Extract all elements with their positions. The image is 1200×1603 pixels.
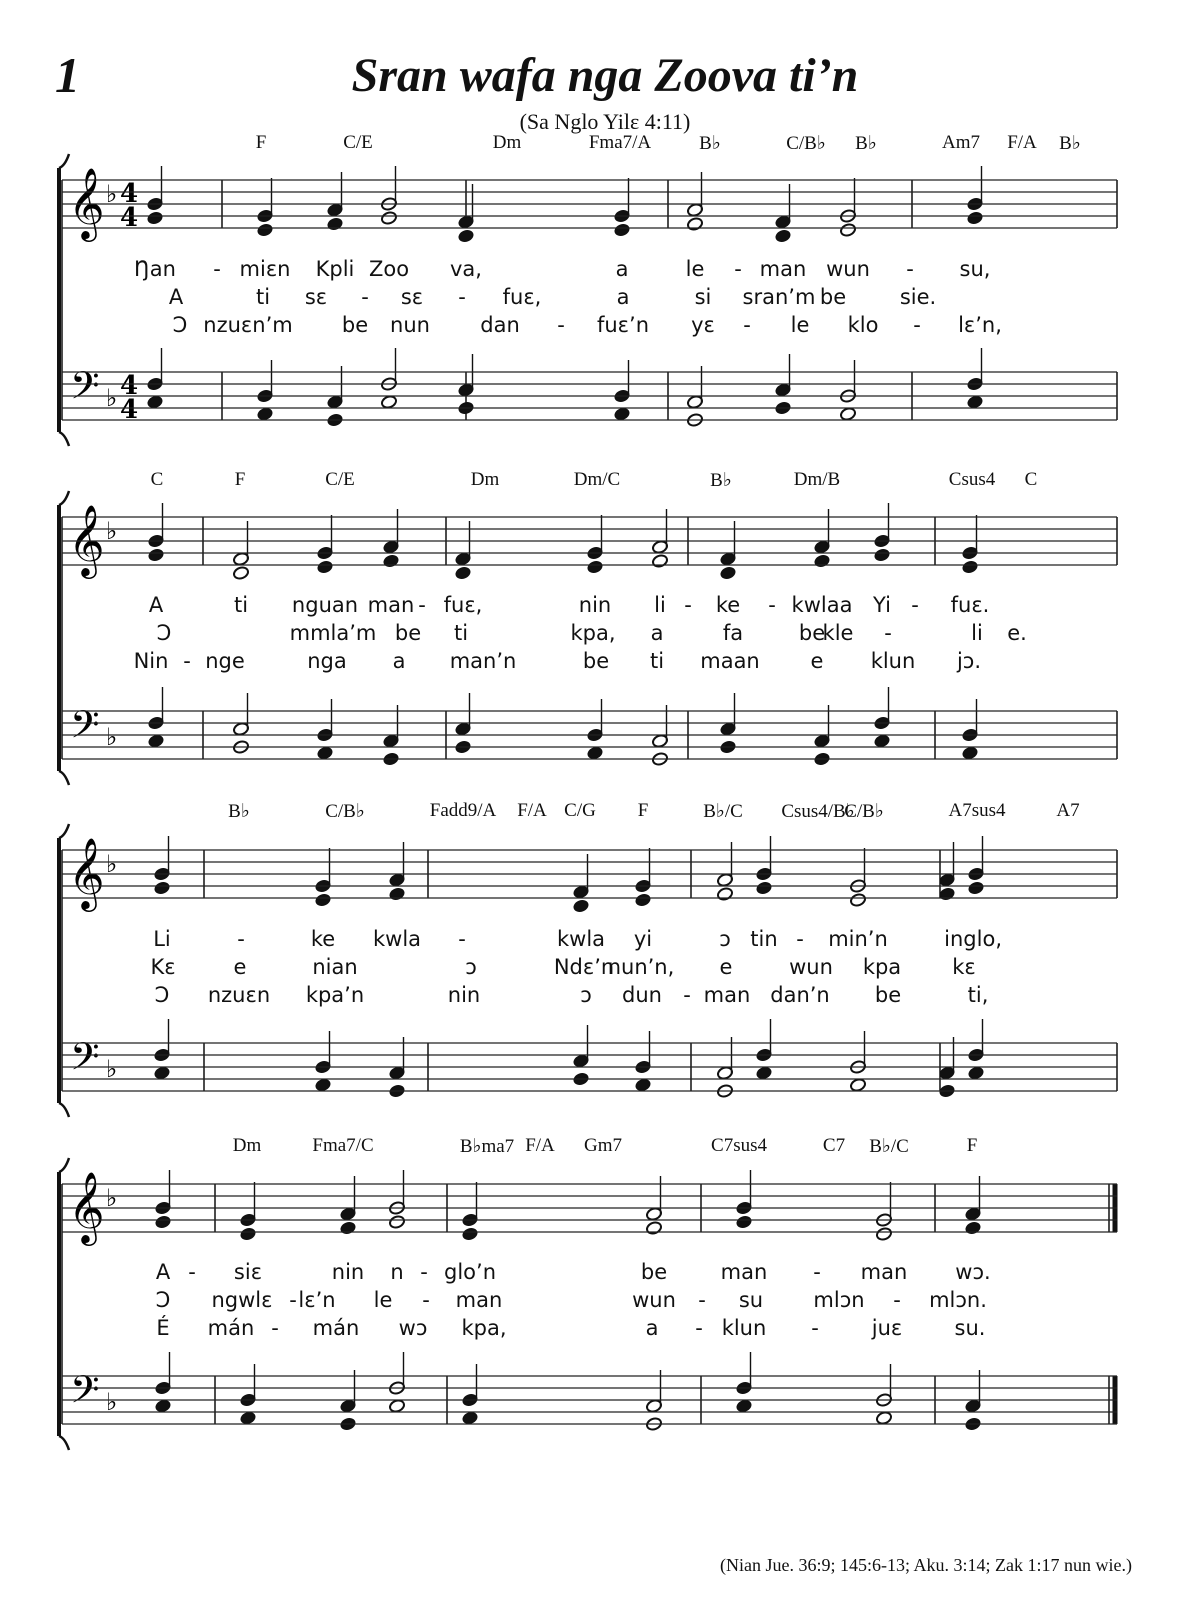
flat-icon: ♭	[106, 180, 118, 208]
lyric-syllable: wɔ.	[955, 1260, 991, 1284]
lyric-syllable: -	[796, 927, 804, 951]
lyric-syllable: -	[289, 1288, 297, 1312]
chord-symbol: C7sus4	[711, 1135, 767, 1156]
treble-staff	[62, 1184, 1117, 1232]
lyric-syllable: dan’n	[770, 983, 830, 1007]
lyric-syllable: a	[645, 1316, 659, 1340]
lyric-syllable: man	[860, 1260, 908, 1284]
system-1	[59, 154, 1117, 446]
hymn-title: Sran wafa nga Zoova ti’n	[351, 49, 859, 102]
lyric-syllable: jɔ.	[956, 649, 982, 673]
lyric-syllable: -	[237, 927, 245, 951]
chord-symbol: B♭	[699, 133, 721, 154]
scripture-references: (Nian Jue. 36:9; 145:6-13; Aku. 3:14; Zak 1:17 nun wie.)	[720, 1555, 1132, 1575]
lyric-syllable: li	[654, 593, 666, 617]
lyric-syllable: nga	[307, 649, 347, 673]
chord-symbol: Fma7/C	[312, 1135, 374, 1156]
lyric-syllable: n	[390, 1260, 404, 1284]
lyric-syllable: Nin	[133, 649, 169, 673]
chord-symbol: C	[1024, 469, 1038, 490]
lyric-syllable: man	[455, 1288, 503, 1312]
lyric-syllable: A	[168, 285, 184, 309]
lyric-syllable: -	[361, 285, 369, 309]
chord-symbol: C	[150, 469, 164, 490]
lyric-syllable: Ɔ	[155, 1288, 171, 1312]
lyric-syllable: miɛn	[239, 257, 291, 281]
lyric-syllable: -	[893, 1288, 901, 1312]
bass-clef-icon: 𝄢	[70, 1367, 100, 1421]
lyric-syllable: be	[640, 1260, 668, 1284]
lyric-syllable: e	[719, 955, 733, 979]
lyric-syllable: A	[155, 1260, 171, 1284]
lyric-syllable: dan	[480, 313, 520, 337]
chord-symbol: C7	[822, 1135, 846, 1156]
chord-symbol: Fma7/A	[588, 132, 652, 153]
lyric-syllable: ke	[310, 927, 336, 951]
lyric-syllable: be	[394, 621, 422, 645]
lyric-syllable: -	[557, 313, 565, 337]
lyric-syllable: be	[819, 285, 847, 309]
bass-staff	[62, 1043, 1117, 1091]
time-signature: 4	[120, 395, 139, 425]
lyric-syllable: -	[188, 1260, 196, 1284]
lyric-syllable: Yi	[873, 593, 891, 617]
lyric-syllable: É	[156, 1316, 170, 1340]
flat-icon: ♭	[106, 850, 118, 878]
lyric-syllable: a	[616, 285, 630, 309]
lyric-syllable: nzuɛn’m	[203, 313, 293, 337]
lyric-syllable: nin	[578, 593, 612, 617]
flat-icon: ♭	[106, 723, 118, 751]
lyric-syllable: ngwlɛ	[211, 1288, 273, 1312]
lyric-syllable: ti	[233, 593, 249, 617]
chord-symbol: F	[234, 469, 246, 490]
lyric-syllable: mlɔn.	[929, 1288, 987, 1312]
lyric-syllable: Kpli	[315, 257, 355, 281]
chord-symbol: F/A	[525, 1135, 555, 1156]
flat-icon: ♭	[106, 384, 118, 412]
chord-symbol: Am7	[942, 132, 980, 153]
lyric-syllable: -	[420, 1260, 428, 1284]
lyric-syllable: e	[233, 955, 247, 979]
treble-clef-icon: 𝄞	[68, 503, 105, 576]
lyric-syllable: kwla	[556, 927, 606, 951]
chord-symbol: C/B♭	[786, 133, 826, 154]
lyric-syllable: mlɔn	[813, 1288, 865, 1312]
lyric-syllable: wun	[826, 257, 870, 281]
lyric-syllable: i	[944, 927, 950, 951]
bass-staff	[62, 1376, 1117, 1424]
lyric-syllable: -	[213, 257, 221, 281]
lyric-syllable: kle	[822, 621, 854, 645]
lyric-syllable: yi	[633, 927, 653, 951]
lyric-syllable: fuɛ,	[443, 593, 483, 617]
lyric-syllable: man	[367, 593, 415, 617]
lyric-syllable: man	[759, 257, 807, 281]
lyric-syllable: -	[418, 593, 426, 617]
lyric-syllable: be	[798, 621, 826, 645]
lyric-syllable: ke	[715, 593, 741, 617]
time-signature: 4	[120, 179, 139, 209]
lyric-syllable: siɛ	[233, 1260, 263, 1284]
bass-clef-icon: 𝄢	[70, 702, 100, 756]
lyric-syllable: man	[720, 1260, 768, 1284]
chord-symbol: B♭	[710, 470, 732, 491]
lyric-syllable: juɛ	[871, 1316, 903, 1340]
lyric-syllable: kpa	[862, 955, 902, 979]
lyric-syllable: va,	[450, 257, 482, 281]
lyric-syllable: lɛ’n	[298, 1288, 336, 1312]
lyric-syllable: nglo,	[950, 927, 1002, 951]
lyric-syllable: kpa,	[570, 621, 616, 645]
chord-symbol: B♭ma7	[459, 1136, 515, 1157]
chord-symbol: C/E	[325, 469, 355, 490]
flat-icon: ♭	[106, 517, 118, 545]
treble-staff	[62, 850, 1117, 898]
lyric-syllable: kpa,	[461, 1316, 507, 1340]
lyric-syllable: Ndɛ’n	[553, 955, 615, 979]
lyric-syllable: nian	[312, 955, 358, 979]
lyric-syllable: Ŋan	[134, 257, 176, 281]
bass-clef-icon: 𝄢	[70, 363, 100, 417]
bass-staff	[62, 372, 1117, 420]
lyric-syllable: Kɛ	[150, 955, 176, 979]
lyric-syllable: a	[392, 649, 406, 673]
lyric-syllable: fuɛ.	[950, 593, 990, 617]
lyric-syllable: -	[683, 983, 691, 1007]
lyric-syllable: wun	[632, 1288, 676, 1312]
lyric-syllable: -	[458, 927, 466, 951]
flat-icon: ♭	[106, 1388, 118, 1416]
lyric-syllable: e	[810, 649, 824, 673]
lyric-syllable: kpa’n	[305, 983, 365, 1007]
hymn-subtitle: (Sa Nglo Yilɛ 4:11)	[519, 109, 691, 134]
chord-symbol: F	[255, 132, 267, 153]
lyric-syllable: -	[768, 593, 776, 617]
lyric-syllable: mán	[312, 1316, 360, 1340]
lyric-syllable: -	[734, 257, 742, 281]
lyric-syllable: -	[906, 257, 914, 281]
lyric-syllable: su.	[954, 1316, 986, 1340]
lyric-syllable: -	[271, 1316, 279, 1340]
lyric-syllable: ɔ	[719, 927, 731, 951]
lyric-syllable: li	[971, 621, 983, 645]
lyric-syllable: dun	[622, 983, 662, 1007]
lyric-syllable: wɔ	[398, 1316, 428, 1340]
lyric-syllable: maan	[700, 649, 760, 673]
lyric-syllable: nun’n,	[607, 955, 675, 979]
chord-symbol: A7sus4	[948, 800, 1006, 821]
lyric-syllable: -	[684, 593, 692, 617]
lyric-syllable: Li	[153, 927, 171, 951]
lyric-syllable: Ɔ	[154, 983, 170, 1007]
lyric-syllable: a	[650, 621, 664, 645]
lyric-syllable: yɛ	[691, 313, 715, 337]
chord-symbol: F	[637, 800, 649, 821]
lyric-syllable: Zoo	[368, 257, 410, 281]
chord-symbol: Gm7	[584, 1135, 622, 1156]
lyric-syllable: kwlaa	[791, 593, 853, 617]
chord-symbol: F	[966, 1135, 978, 1156]
lyric-syllable: be	[874, 983, 902, 1007]
lyric-syllable: lɛ’n,	[958, 313, 1002, 337]
lyric-syllable: le	[373, 1288, 393, 1312]
lyric-syllable: ti,	[967, 983, 989, 1007]
lyric-syllable: -	[813, 1260, 821, 1284]
lyric-syllable: sran’m	[742, 285, 816, 309]
lyric-syllable: -	[183, 649, 191, 673]
lyric-syllable: le	[790, 313, 810, 337]
lyric-syllable: be	[341, 313, 369, 337]
lyric-syllable: A	[148, 593, 164, 617]
lyric-syllable: mmla’m	[289, 621, 377, 645]
chord-symbol: B♭/C	[869, 1136, 909, 1157]
chord-symbol: Dm	[470, 469, 500, 490]
chord-symbol: Dm	[232, 1135, 262, 1156]
lyric-syllable: sɛ	[304, 285, 328, 309]
lyric-syllable: -	[698, 1288, 706, 1312]
lyric-syllable: Ɔ	[156, 621, 172, 645]
lyric-syllable: -	[884, 621, 892, 645]
lyric-syllable: si	[694, 285, 712, 309]
lyric-syllable: le	[685, 257, 705, 281]
lyric-syllable: -	[911, 593, 919, 617]
treble-staff	[62, 180, 1117, 228]
lyric-syllable: e.	[1007, 621, 1027, 645]
lyric-syllable: ti	[453, 621, 469, 645]
chord-symbol: C/G	[564, 800, 596, 821]
lyric-syllable: kwla	[372, 927, 422, 951]
treble-clef-icon: 𝄞	[68, 836, 105, 909]
flat-icon: ♭	[106, 1184, 118, 1212]
lyric-syllable: sie.	[899, 285, 937, 309]
lyric-syllable: fa	[722, 621, 744, 645]
lyric-syllable: tin	[750, 927, 778, 951]
chord-symbol: B♭/C	[703, 801, 743, 822]
chord-symbol: C/B♭	[325, 801, 365, 822]
lyric-syllable: glo’n	[444, 1260, 496, 1284]
lyric-syllable: -	[422, 1288, 430, 1312]
chord-symbol: Dm/B	[793, 469, 841, 490]
lyric-syllable: sɛ	[400, 285, 424, 309]
lyric-syllable: nzuɛn	[207, 983, 271, 1007]
chord-symbol: A7	[1056, 800, 1080, 821]
lyric-syllable: su,	[959, 257, 991, 281]
chord-symbol: Dm/C	[573, 469, 621, 490]
chord-symbol: B♭	[228, 801, 250, 822]
chord-symbol: B♭	[855, 133, 877, 154]
chord-symbol: B♭	[1059, 133, 1081, 154]
chord-symbol: Csus4/B♭	[781, 801, 855, 822]
chord-symbol: Dm	[492, 132, 522, 153]
lyric-syllable: -	[695, 1316, 703, 1340]
lyric-syllable: -	[458, 285, 466, 309]
lyric-syllable: min’n	[828, 927, 888, 951]
lyric-syllable: -	[811, 1316, 819, 1340]
time-signature: 4	[120, 371, 139, 401]
lyric-syllable: nun	[390, 313, 430, 337]
chord-symbol: C/E	[343, 132, 373, 153]
lyric-syllable: ɔ	[465, 955, 477, 979]
lyric-syllable: a	[615, 257, 629, 281]
lyric-syllable: nin	[331, 1260, 365, 1284]
lyric-syllable: ti	[649, 649, 665, 673]
chord-symbol: F/A	[517, 800, 547, 821]
hymn-number: 1	[55, 47, 80, 103]
lyric-syllable: be	[582, 649, 610, 673]
treble-clef-icon: 𝄞	[68, 1170, 105, 1243]
lyric-syllable: kɛ	[952, 955, 976, 979]
lyric-syllable: ti	[255, 285, 271, 309]
lyric-syllable: nin	[447, 983, 481, 1007]
lyric-syllable: klo	[847, 313, 879, 337]
lyric-syllable: man	[703, 983, 751, 1007]
chord-symbol: C/B♭	[844, 801, 884, 822]
lyric-syllable: fuɛ,	[502, 285, 542, 309]
time-signature: 4	[120, 203, 139, 233]
lyric-syllable: nge	[205, 649, 245, 673]
lyric-syllable: fuɛ’n	[596, 313, 650, 337]
lyric-syllable: klun	[870, 649, 916, 673]
lyric-syllable: -	[743, 313, 751, 337]
lyric-syllable: mán	[207, 1316, 255, 1340]
treble-clef-icon: 𝄞	[68, 166, 105, 239]
lyric-syllable: su	[738, 1288, 764, 1312]
chord-symbol: F/A	[1007, 132, 1037, 153]
lyric-syllable: klun	[721, 1316, 767, 1340]
bass-clef-icon: 𝄢	[70, 1034, 100, 1088]
lyric-syllable: ɔ	[580, 983, 592, 1007]
lyric-syllable: Ɔ	[172, 313, 188, 337]
lyric-syllable: nguan	[291, 593, 359, 617]
chord-symbol: Csus4	[948, 469, 996, 490]
lyric-syllable: wun	[789, 955, 833, 979]
flat-icon: ♭	[106, 1055, 118, 1083]
lyric-syllable: man’n	[449, 649, 517, 673]
chord-symbol: Fadd9/A	[429, 800, 497, 821]
lyric-syllable: -	[913, 313, 921, 337]
